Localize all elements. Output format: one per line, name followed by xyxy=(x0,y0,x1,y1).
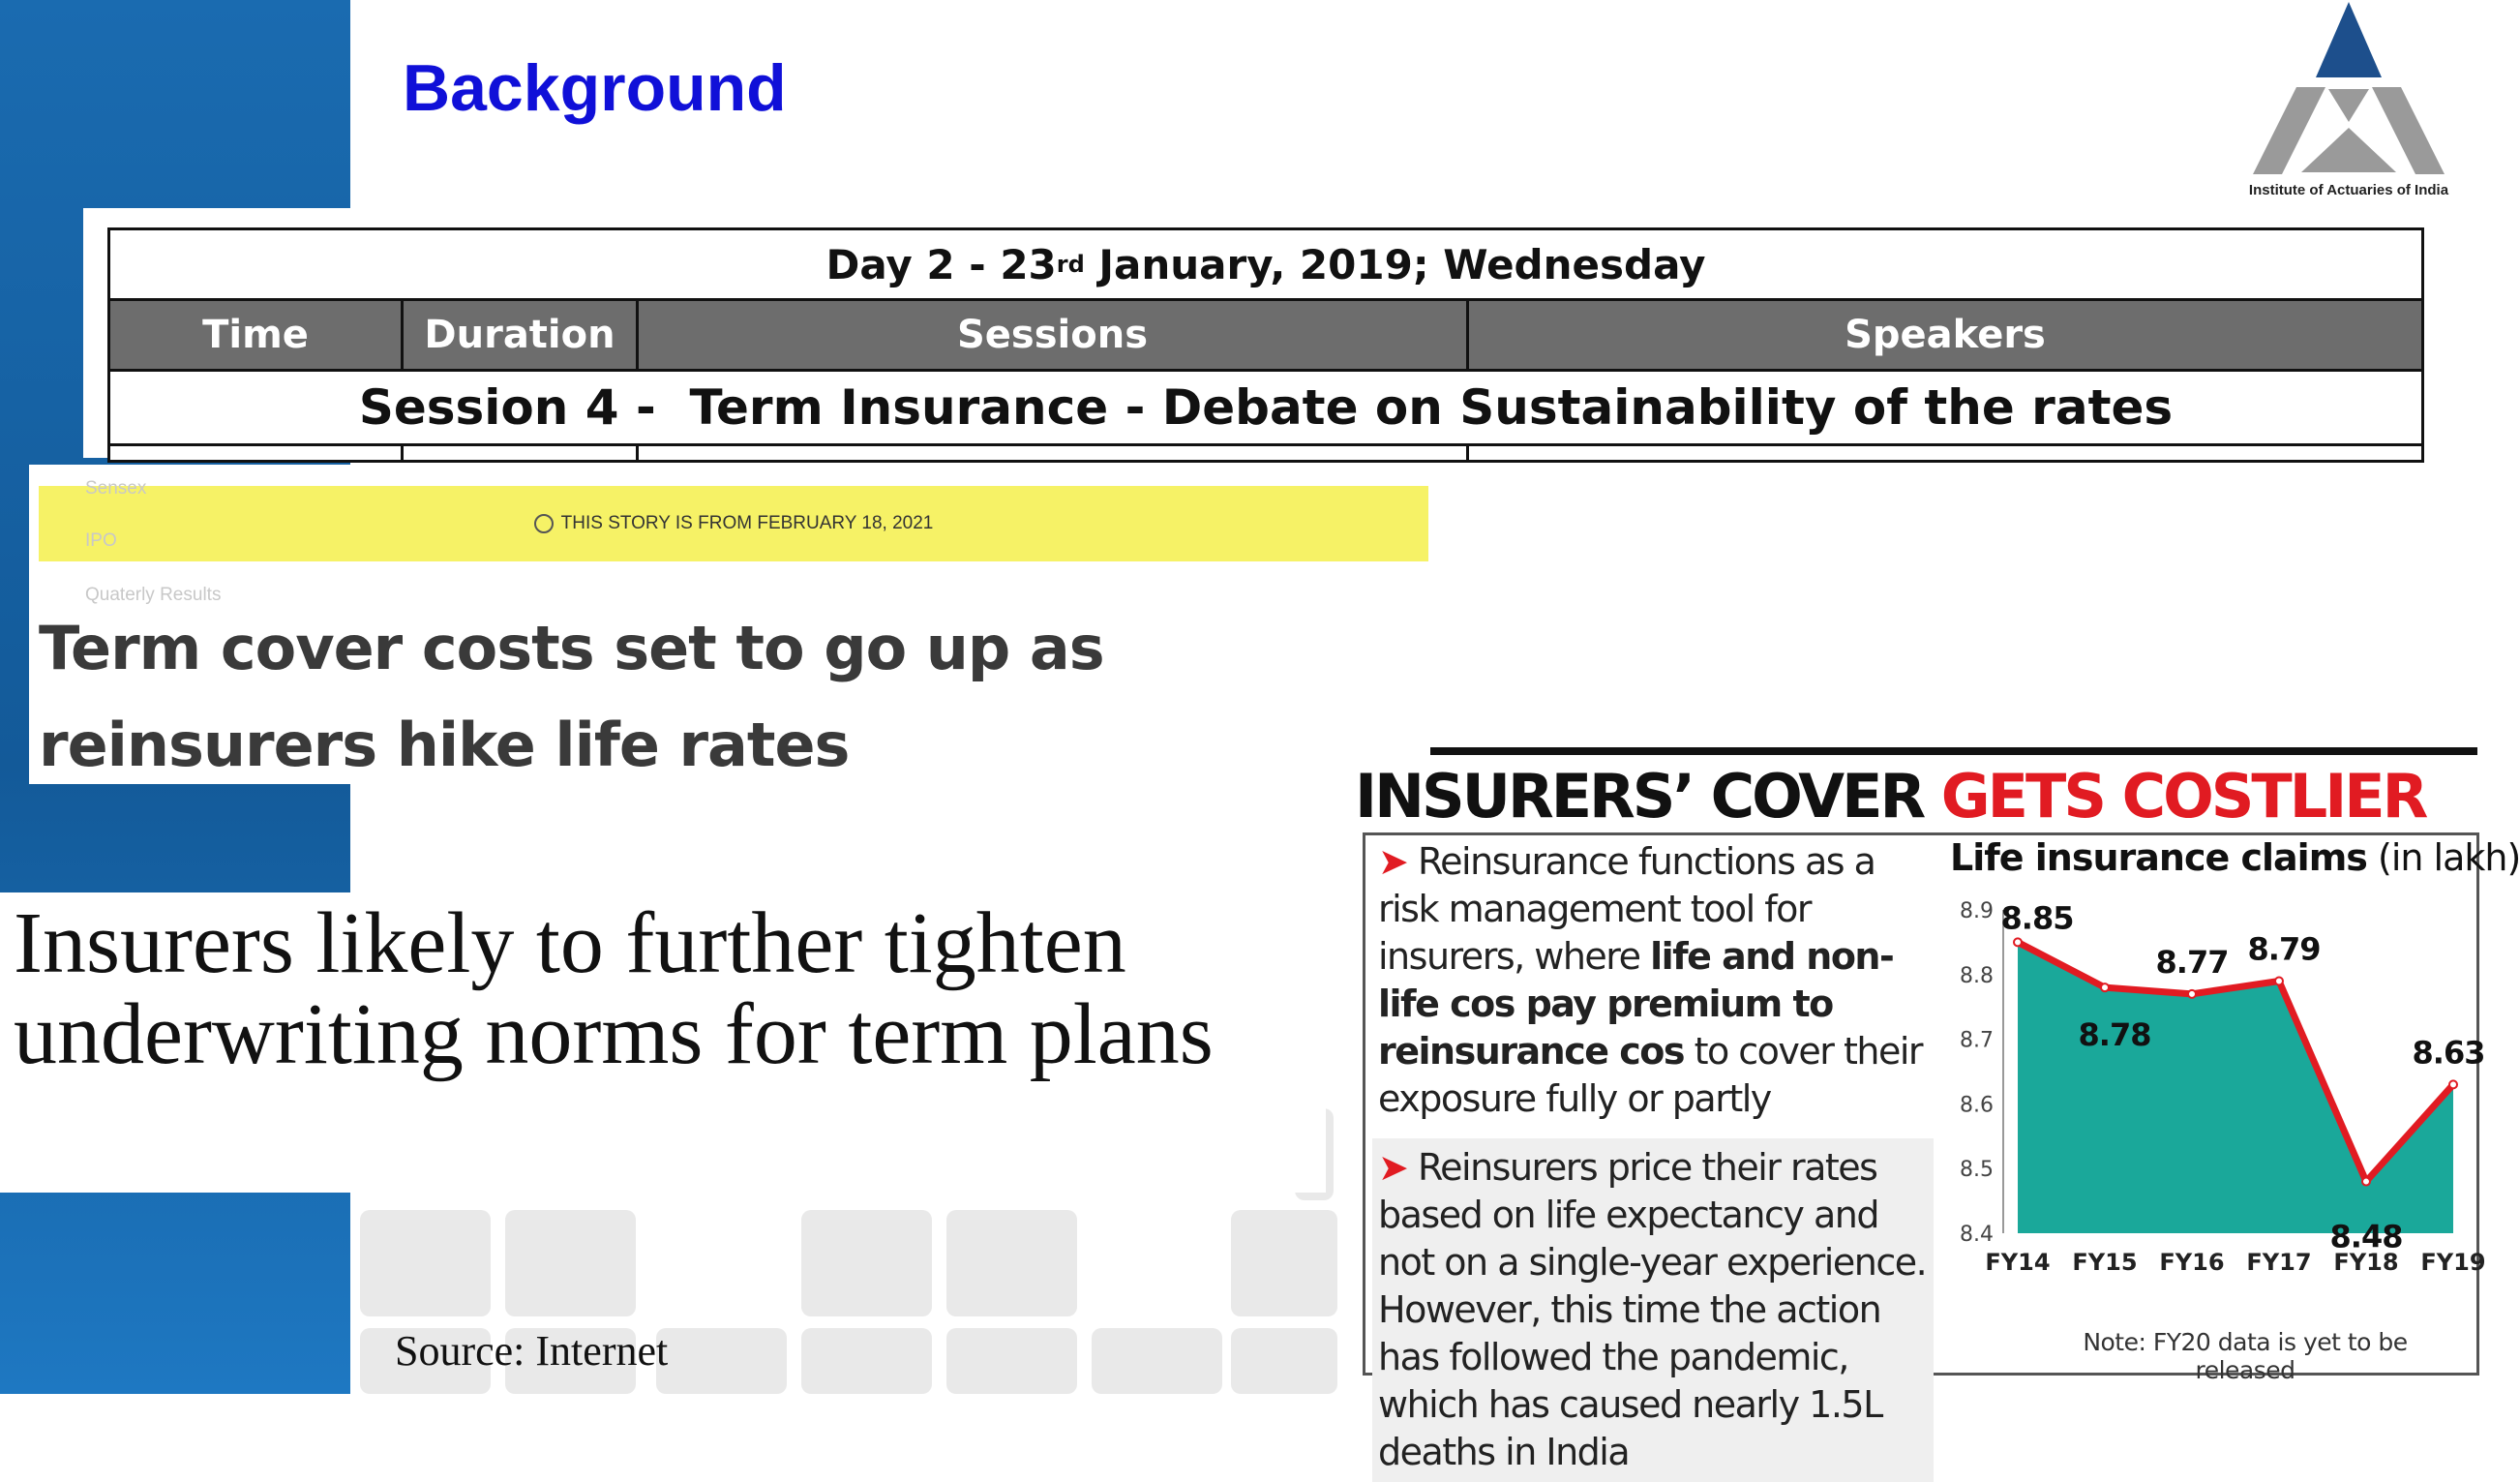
agenda-header-row xyxy=(110,301,2421,372)
arrow-icon: ➤ xyxy=(1378,840,1408,883)
decor-key xyxy=(1092,1328,1222,1394)
chart-title xyxy=(1950,836,2520,879)
institute-logo-icon xyxy=(2243,0,2454,203)
data-point xyxy=(2014,938,2022,946)
data-point xyxy=(2101,983,2109,991)
newspaper-graphic xyxy=(1355,747,2520,1473)
x-tick-label: FY19 xyxy=(2420,1249,2486,1276)
data-point xyxy=(2362,1178,2370,1186)
x-tick-label: FY18 xyxy=(2333,1249,2399,1276)
decor-key xyxy=(801,1210,932,1316)
ghost-nav-ipo: IPO xyxy=(85,530,117,551)
chart-title-unit: (in lakh) xyxy=(2366,836,2520,879)
logo-caption: Institute of Actuaries of India xyxy=(2248,182,2449,198)
headline-underwriting: Insurers likely to further tighten underwriting norms for term plans xyxy=(14,895,1214,1082)
arrow-icon: ➤ xyxy=(1378,1146,1408,1189)
y-tick-label: 8.5 xyxy=(1960,1158,1994,1183)
chart-title-bold: Life insurance claims xyxy=(1950,836,2367,879)
bullet-2-text: Reinsurers price their rates based on life expectancy and not on a single-year experience. However, this time the action has followed the pandemic, which has caused nearly 1.5L deaths in India xyxy=(1378,1146,1927,1473)
decor-key xyxy=(946,1328,1077,1394)
agenda-session-row: Session 4 - Term Insurance - Debate on Sustainability of the rates xyxy=(110,372,2421,446)
agenda-day-heading xyxy=(110,230,2421,301)
y-tick-label: 8.4 xyxy=(1960,1223,1994,1247)
day-date-rest: January, 2019; Wednesday xyxy=(1084,240,1706,288)
col-duration: Duration xyxy=(404,301,639,369)
chart-note: Note: FY20 data is yet to be released xyxy=(2083,1328,2408,1384)
col-speakers: Speakers xyxy=(1845,313,2046,357)
y-tick-label: 8.8 xyxy=(1960,963,1994,988)
bullet-column xyxy=(1372,832,1934,1482)
headline-red-part: GETS COSTLIER xyxy=(1940,761,2426,832)
agenda-row-stub xyxy=(110,446,2421,460)
data-label: 8.85 xyxy=(2000,899,2074,937)
data-point xyxy=(2275,977,2283,984)
y-tick-label: 8.6 xyxy=(1960,1093,1994,1118)
bullet-1-bold: life and non-life cos pay premium to reinsurance cos xyxy=(1378,935,1894,1073)
col-time: Time xyxy=(110,301,404,369)
ghost-nav-sensex: Sensex xyxy=(85,478,147,499)
decor-key xyxy=(1231,1210,1337,1316)
x-tick-label: FY17 xyxy=(2246,1249,2312,1276)
slide-title: Background xyxy=(403,51,787,125)
headline-black-part: INSURERS’ COVER xyxy=(1355,761,1941,832)
story-date-text: THIS STORY IS FROM FEBRUARY 18, 2021 xyxy=(560,513,934,533)
clock-icon xyxy=(534,514,554,533)
bullet-1-text-b: to cover their exposure fully or partly xyxy=(1378,1030,1923,1120)
decor-key xyxy=(946,1210,1077,1316)
claims-chart xyxy=(1935,892,2486,1328)
bullet-1 xyxy=(1372,832,1934,1129)
data-label: 8.78 xyxy=(2078,1016,2151,1054)
data-label: 8.77 xyxy=(2155,943,2229,981)
ghost-nav-results: Quaterly Results xyxy=(85,585,222,605)
bullet-1-text-a: Reinsurance functions as a risk management tool for insurers, where xyxy=(1378,840,1875,978)
x-tick-label: FY14 xyxy=(1985,1249,2051,1276)
rule-line xyxy=(1430,747,2477,755)
decor-key xyxy=(801,1328,932,1394)
day-prefix: Day 2 - 23 xyxy=(825,240,1057,288)
decor-key xyxy=(656,1328,787,1394)
data-label: 8.63 xyxy=(2412,1034,2485,1072)
data-label: 8.48 xyxy=(2329,1218,2403,1255)
data-point xyxy=(2188,990,2196,998)
decor-key xyxy=(505,1210,636,1316)
day-suffix-sup: rd xyxy=(1056,251,1085,278)
graphic-headline xyxy=(1355,761,2425,832)
data-label: 8.79 xyxy=(2247,930,2321,968)
y-tick-label: 8.9 xyxy=(1960,899,1994,923)
y-tick-label: 8.7 xyxy=(1960,1028,1994,1053)
col-sessions: Sessions xyxy=(639,301,1469,369)
data-point xyxy=(2449,1080,2457,1088)
x-tick-label: FY15 xyxy=(2072,1249,2138,1276)
bullet-2 xyxy=(1372,1138,1934,1482)
agenda-table xyxy=(107,227,2424,463)
x-tick-label: FY16 xyxy=(2159,1249,2225,1276)
decor-key xyxy=(360,1210,491,1316)
story-date-banner xyxy=(39,486,1428,561)
headline-term-cover: Term cover costs set to go up as reinsurers hike life rates xyxy=(39,613,1104,780)
decor-key xyxy=(1231,1328,1337,1394)
source-caption: Source: Internet xyxy=(395,1327,669,1375)
